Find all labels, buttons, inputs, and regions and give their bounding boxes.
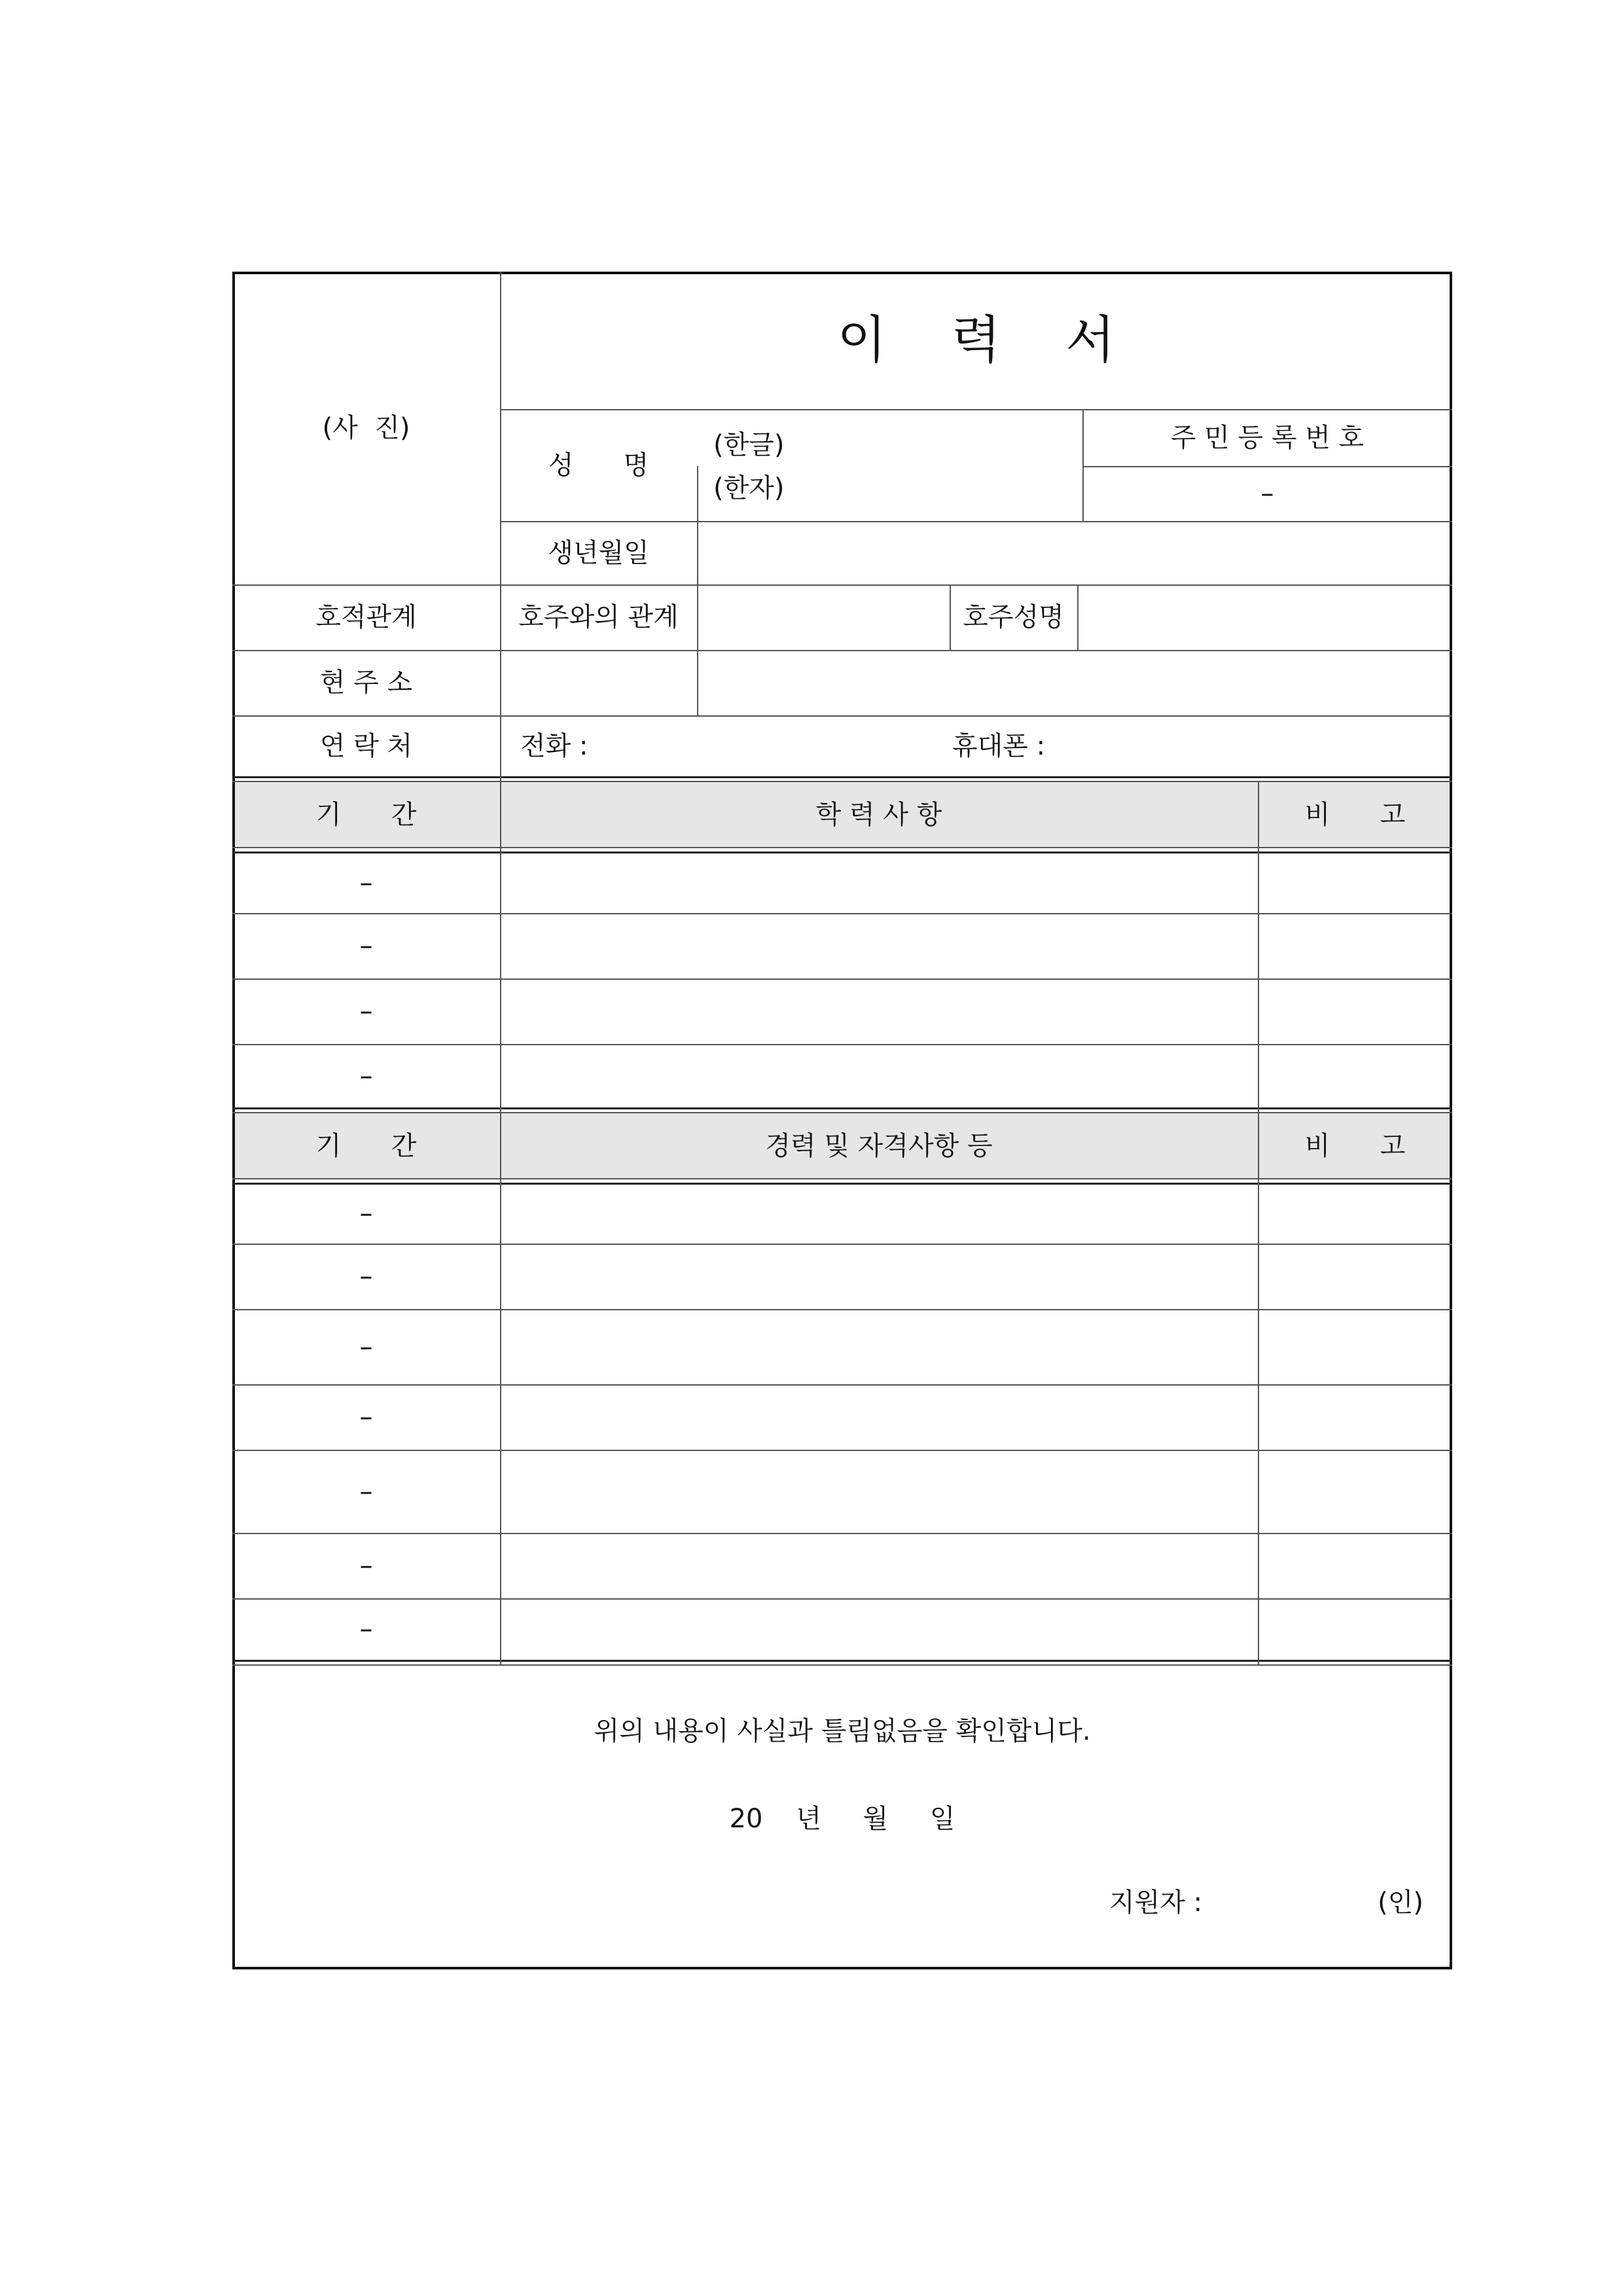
career-row-period[interactable]: – <box>359 1198 373 1229</box>
divider <box>232 1107 1452 1109</box>
seal-label: (인) <box>1378 1888 1423 1918</box>
career-row-period[interactable]: – <box>359 1614 373 1644</box>
education-row-period[interactable]: – <box>359 996 373 1026</box>
resume-form <box>232 272 1452 1969</box>
confirmation-statement: 위의 내용이 사실과 틀림없음을 확인합니다. <box>594 1716 1091 1746</box>
name-label: 성 명 <box>548 450 649 480</box>
address-label: 현 주 소 <box>319 668 413 698</box>
relation-label: 호주와의 관계 <box>518 602 679 632</box>
date-line: 20 년 월 일 <box>729 1804 955 1834</box>
phone-label: 전화 : <box>520 730 588 761</box>
career-period-header: 기 간 <box>315 1130 417 1161</box>
divider <box>500 781 501 1664</box>
page-title: 이 력 서 <box>837 311 1115 370</box>
family-label: 호적관계 <box>315 602 417 632</box>
career-note-header: 비 고 <box>1304 1130 1406 1161</box>
photo-placeholder: (사 진) <box>322 413 410 443</box>
education-row-period[interactable]: – <box>359 867 373 898</box>
mobile-label: 휴대폰 : <box>952 730 1046 761</box>
divider <box>1077 584 1079 650</box>
contact-label: 연 락 처 <box>319 730 413 761</box>
career-row-period[interactable]: – <box>359 1551 373 1581</box>
name-hanja-field[interactable]: (한자) <box>713 473 785 503</box>
divider <box>232 776 1452 778</box>
career-row-period[interactable]: – <box>359 1402 373 1432</box>
career-row-period[interactable]: – <box>359 1476 373 1507</box>
birth-label: 생년월일 <box>548 537 649 568</box>
divider <box>1258 781 1259 1664</box>
career-row-period[interactable]: – <box>359 1261 373 1291</box>
education-note-header: 비 고 <box>1304 799 1406 830</box>
name-hangul-field[interactable]: (한글) <box>713 430 785 460</box>
education-row-period[interactable]: – <box>359 1060 373 1091</box>
divider <box>697 466 698 715</box>
education-title-header: 학 력 사 항 <box>815 799 942 830</box>
divider <box>232 1664 1452 1666</box>
applicant-label: 지원자 : <box>1109 1888 1203 1918</box>
career-title-header: 경력 및 자격사항 등 <box>765 1130 993 1161</box>
divider <box>232 1660 1452 1662</box>
rrn-label: 주 민 등 록 번 호 <box>1170 422 1364 453</box>
head-name-label: 호주성명 <box>963 602 1064 632</box>
rrn-field[interactable]: – <box>1260 478 1274 509</box>
career-row-period[interactable]: – <box>359 1331 373 1362</box>
education-period-header: 기 간 <box>315 799 417 830</box>
education-row-period[interactable]: – <box>359 931 373 961</box>
